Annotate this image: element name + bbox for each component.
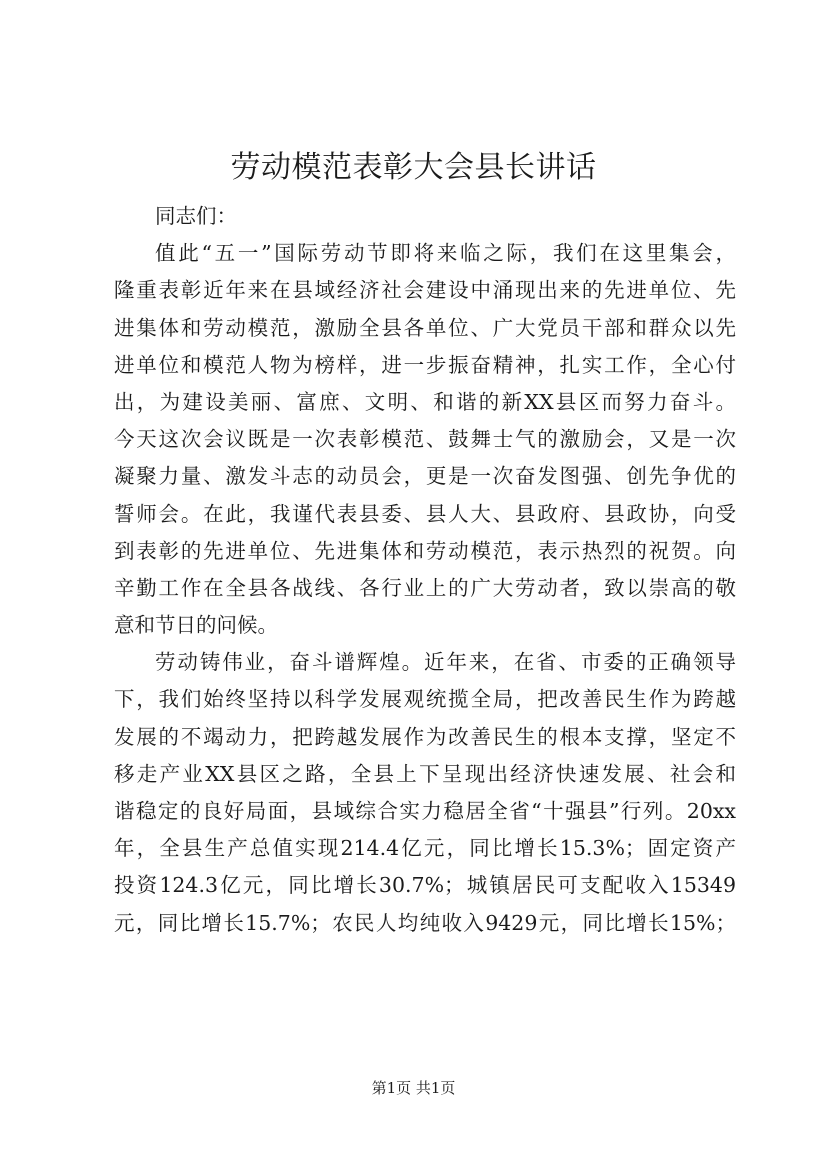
text-line: 元，同比增长15.7%；农民人均纯收入9429元，同比增长15%； bbox=[114, 910, 736, 935]
text-line: 凝聚力量、激发斗志的动员会，更是一次奋发图强、创先争优的 bbox=[114, 464, 736, 489]
text-line: 进集体和劳动模范，激励全县各单位、广大党员干部和群众以先 bbox=[114, 315, 736, 340]
text-line: 移走产业XX县区之路，全县上下呈现出经济快速发展、社会和 bbox=[114, 761, 736, 786]
document-body bbox=[114, 198, 736, 942]
page-number-footer: 第1页 共1页 bbox=[371, 1079, 456, 1097]
text-line: 出，为建设美丽、富庶、文明、和谐的新XX县区而努力奋斗。 bbox=[114, 389, 736, 414]
text-line: 意和节日的问候。 bbox=[114, 613, 278, 638]
text-line: 谐稳定的良好局面，县域综合实力稳居全省“十强县”行列。20xx bbox=[114, 799, 736, 823]
text-line: 劳动铸伟业，奋斗谱辉煌。近年来，在省、市委的正确领导 bbox=[155, 650, 736, 675]
text-line: 投资124.3亿元，同比增长30.7%；城镇居民可支配收入15349 bbox=[114, 873, 736, 898]
text-line: 进单位和模范人物为榜样，进一步振奋精神，扎实工作，全心付 bbox=[114, 352, 736, 377]
text-line: 发展的不竭动力，把跨越发展作为改善民生的根本支撑，坚定不 bbox=[114, 724, 736, 749]
text-line: 隆重表彰近年来在县域经济社会建设中涌现出来的先进单位、先 bbox=[114, 278, 736, 303]
text-line: 到表彰的先进单位、先进集体和劳动模范，表示热烈的祝贺。向 bbox=[114, 538, 736, 563]
text-line: 今天这次会议既是一次表彰模范、鼓舞士气的激励会，又是一次 bbox=[114, 427, 736, 452]
text-line: 值此“五一”国际劳动节即将来临之际，我们在这里集会， bbox=[155, 241, 736, 266]
text-line: 誓师会。在此，我谨代表县委、县人大、县政府、县政协，向受 bbox=[114, 501, 736, 526]
text-line: 辛勤工作在全县各战线、各行业上的广大劳动者，致以崇高的敬 bbox=[114, 575, 736, 600]
document-title: 劳动模范表彰大会县长讲话 bbox=[230, 150, 597, 185]
text-line: 年，全县生产总值实现214.4亿元，同比增长15.3%；固定资产 bbox=[114, 836, 736, 861]
text-line: 下，我们始终坚持以科学发展观统揽全局，把改善民生作为跨越 bbox=[114, 687, 736, 712]
text-line: 同志们： bbox=[155, 204, 237, 228]
